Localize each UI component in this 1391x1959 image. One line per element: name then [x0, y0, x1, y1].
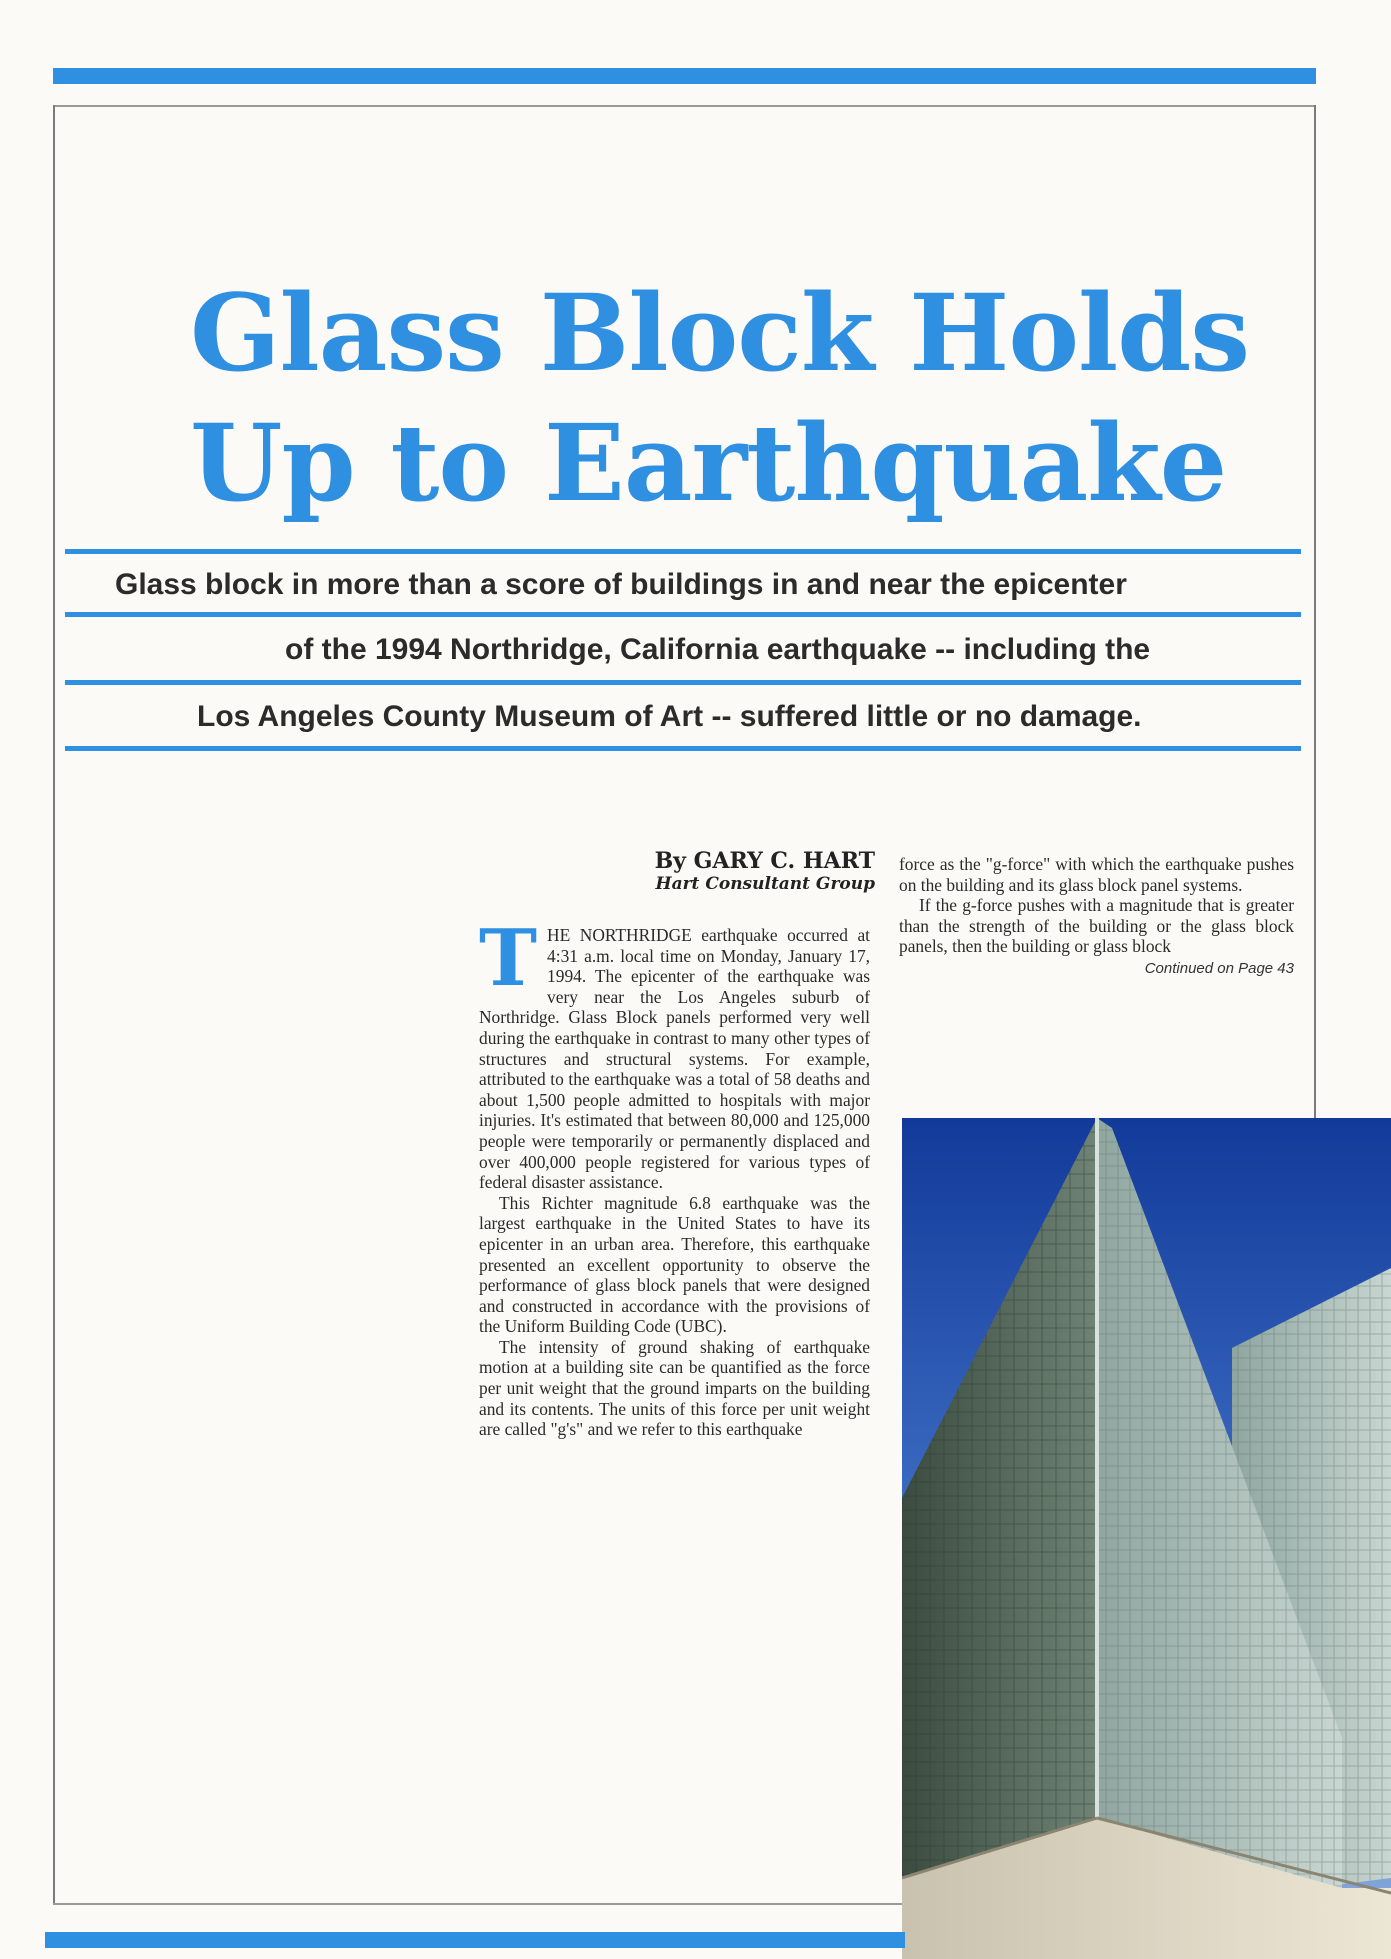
continued-note: Continued on Page 43 — [1144, 959, 1294, 977]
frame-top-border — [53, 105, 1316, 107]
building-photo — [902, 1118, 1391, 1959]
deck-rule-2 — [65, 612, 1301, 617]
byline — [500, 848, 875, 894]
article-column-2 — [899, 854, 1294, 980]
paragraph-5: If the g-force pushes with a magnitude that is greater than the strength of the building or the glass block panels, then the building or glass block — [899, 895, 1294, 957]
paragraph-1 — [479, 913, 870, 1193]
top-accent-bar — [53, 68, 1316, 84]
frame-left-border — [53, 105, 55, 1905]
title-line-1: Glass Block Holds — [190, 270, 1250, 395]
deck-line-3: Los Angeles County Museum of Art -- suffered little or no damage. — [197, 700, 1142, 733]
bottom-accent-bar — [45, 1932, 905, 1948]
frame-bottom-border — [53, 1903, 903, 1905]
byline-organization: Hart Consultant Group — [655, 874, 875, 894]
paragraph-4: force as the "g-force" with which the earthquake pushes on the building and its glass block panel systems. — [899, 854, 1294, 895]
byline-author: By GARY C. HART — [654, 848, 875, 874]
article-title — [190, 268, 1300, 528]
deck-line-1: Glass block in more than a score of buildings in and near the epicenter — [115, 568, 1127, 601]
deck-line-2: of the 1994 Northridge, California earthquake -- including the — [285, 633, 1151, 666]
building-illustration — [902, 1118, 1391, 1959]
title-line-2: Up to Earthquake — [190, 400, 1227, 525]
paragraph-1-text: HE NORTHRIDGE earthquake occurred at 4:31 a.m. local time on Monday, January 17, 1994. The epicenter of the earthquake was very near the Los Angeles suburb of Northridge. Glass Block panels performed very well during the earthquake in contrast to many other types of structures and structural systems. For example, attributed to the earthquake was a total of 58 deaths and about 1,500 people admitted to hospitals with major injuries. It's estimated that between 80,000 and 125,000 people were temporarily or permanently displaced and over 400,000 people registered for various types of federal disaster assistance. — [479, 925, 870, 1193]
paragraph-2: This Richter magnitude 6.8 earthquake was the largest earthquake in the United States to have its epicenter in an urban area. Therefore, this earthquake presented an excellent opportunity to observe the performance of glass block panels that were designed and constructed in accordance with the provisions of the Uniform Building Code (UBC). — [479, 1192, 870, 1337]
paragraph-3: The intensity of ground shaking of earthquake motion at a building site can be quantified as the force per unit weight that the ground imparts on the building and its contents. The units of this force per unit weight are called "g's" and we refer to this earthquake — [479, 1336, 870, 1440]
deck-rule-1 — [65, 549, 1301, 554]
article-column-1 — [479, 913, 870, 1440]
deck-rule-4 — [65, 746, 1301, 751]
deck-rule-3 — [65, 680, 1301, 685]
drop-cap: T — [479, 913, 538, 1004]
frame-right-border — [1314, 105, 1316, 1120]
